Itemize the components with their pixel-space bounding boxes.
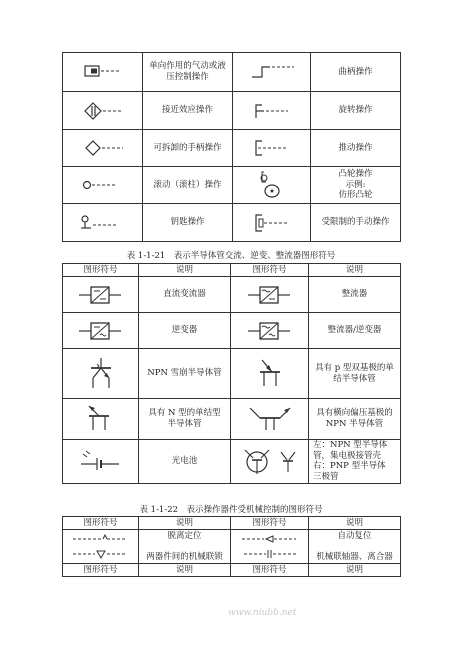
row-label: 推动操作	[311, 130, 401, 167]
row-label: 仿形凸轮	[338, 190, 373, 201]
table-header-row	[63, 517, 401, 530]
row-label: 单向作用的气动或液压控制操作	[143, 53, 233, 92]
row-label: 具有 p 型双基极的单结半导体管	[309, 349, 401, 399]
symbol-roller	[63, 167, 143, 204]
column-header: 说明	[139, 264, 231, 277]
symbol-rotary	[233, 92, 311, 130]
table-row	[63, 530, 401, 564]
row-label: 光电池	[139, 440, 231, 484]
symbol-removable-handle	[63, 130, 143, 167]
symbol-key	[63, 204, 143, 242]
row-label: 整流器/逆变器	[309, 313, 401, 349]
symbol-pneumatic-control	[63, 53, 143, 92]
row-label: 示例:	[345, 179, 366, 190]
symbol-npn-avalanche	[63, 349, 139, 399]
table-mechanical-control-symbols	[62, 516, 401, 577]
row-label: 旋转操作	[311, 92, 401, 130]
symbol-cam	[233, 167, 311, 204]
table-row	[63, 399, 401, 440]
symbol-n-unijunction	[63, 399, 139, 440]
table-caption: 表 1-1-21 表示半导体管交流、逆变、整流器图形符号	[126, 251, 336, 261]
column-header: 图形符号	[231, 517, 309, 530]
symbol-npn-lateral-bias	[231, 399, 309, 440]
symbol-pair-left	[63, 530, 139, 564]
row-label: 可拆卸的手柄操作	[143, 130, 233, 167]
table-semiconductor-symbols	[62, 263, 401, 484]
column-header: 图形符号	[231, 264, 309, 277]
table-row	[63, 92, 401, 130]
table-row	[63, 313, 401, 349]
column-header: 图形符号	[63, 264, 139, 277]
pair-desc-right	[309, 530, 401, 564]
column-header: 说明	[139, 564, 231, 577]
row-label: NPN 雪崩半导体管	[139, 349, 231, 399]
row-label: 接近效应操作	[143, 92, 233, 130]
row-label: 逆变器	[139, 313, 231, 349]
row-label: 钥匙操作	[143, 204, 233, 242]
table-header-row	[63, 264, 401, 277]
symbol-dc-converter	[63, 277, 139, 313]
column-header: 说明	[309, 517, 401, 530]
symbol-rectifier	[231, 277, 309, 313]
symbol-restricted-manual	[233, 204, 311, 242]
row-label: 自动复位	[337, 530, 372, 541]
table-row	[63, 277, 401, 313]
row-label: 具有横向偏压基极的 NPN 半导体管	[309, 399, 401, 440]
watermark-text: www.niubb.net	[228, 608, 297, 618]
symbol-p-unijunction	[231, 349, 309, 399]
row-label: 整流器	[309, 277, 401, 313]
column-header: 说明	[139, 517, 231, 530]
column-header: 说明	[309, 264, 401, 277]
table-caption: 表 1-1-22 表示操作器件受机械控制的图形符号	[139, 505, 323, 515]
table-operation-symbols	[62, 52, 401, 242]
symbol-crank	[233, 53, 311, 92]
cam-operation-desc	[311, 167, 401, 204]
table-row	[63, 440, 401, 484]
column-header: 说明	[309, 564, 401, 577]
symbol-npn-pnp-transistors	[231, 440, 309, 484]
row-label: 曲柄操作	[311, 53, 401, 92]
symbol-proximity	[63, 92, 143, 130]
symbol-rectifier-inverter	[231, 313, 309, 349]
column-header: 图形符号	[63, 517, 139, 530]
column-header: 图形符号	[231, 564, 309, 577]
table-row	[63, 204, 401, 242]
pair-desc-left	[139, 530, 231, 564]
row-label: 滚动（滚柱）操作	[143, 167, 233, 204]
row-label: 脱离定位	[167, 530, 202, 541]
row-label: 左：NPN 型半导体管，集电极接管壳 右：PNP 型半导体三极管	[309, 440, 401, 484]
row-label: 机械联轴器、离合器	[316, 551, 393, 562]
row-label: 具有 N 型的单结型半导体管	[139, 399, 231, 440]
row-label: 凸轮操作	[338, 169, 373, 180]
row-label: 两器件间的机械联锁	[146, 551, 223, 562]
table-row	[63, 167, 401, 204]
row-label: 直流变流器	[139, 277, 231, 313]
table-row	[63, 349, 401, 399]
symbol-photocell	[63, 440, 139, 484]
row-label: 受限制的手动操作	[311, 204, 401, 242]
symbol-inverter	[63, 313, 139, 349]
column-header: 图形符号	[63, 564, 139, 577]
table-row	[63, 130, 401, 167]
table-row	[63, 53, 401, 92]
table-footer-row	[63, 564, 401, 577]
symbol-pair-right	[231, 530, 309, 564]
symbol-push	[233, 130, 311, 167]
